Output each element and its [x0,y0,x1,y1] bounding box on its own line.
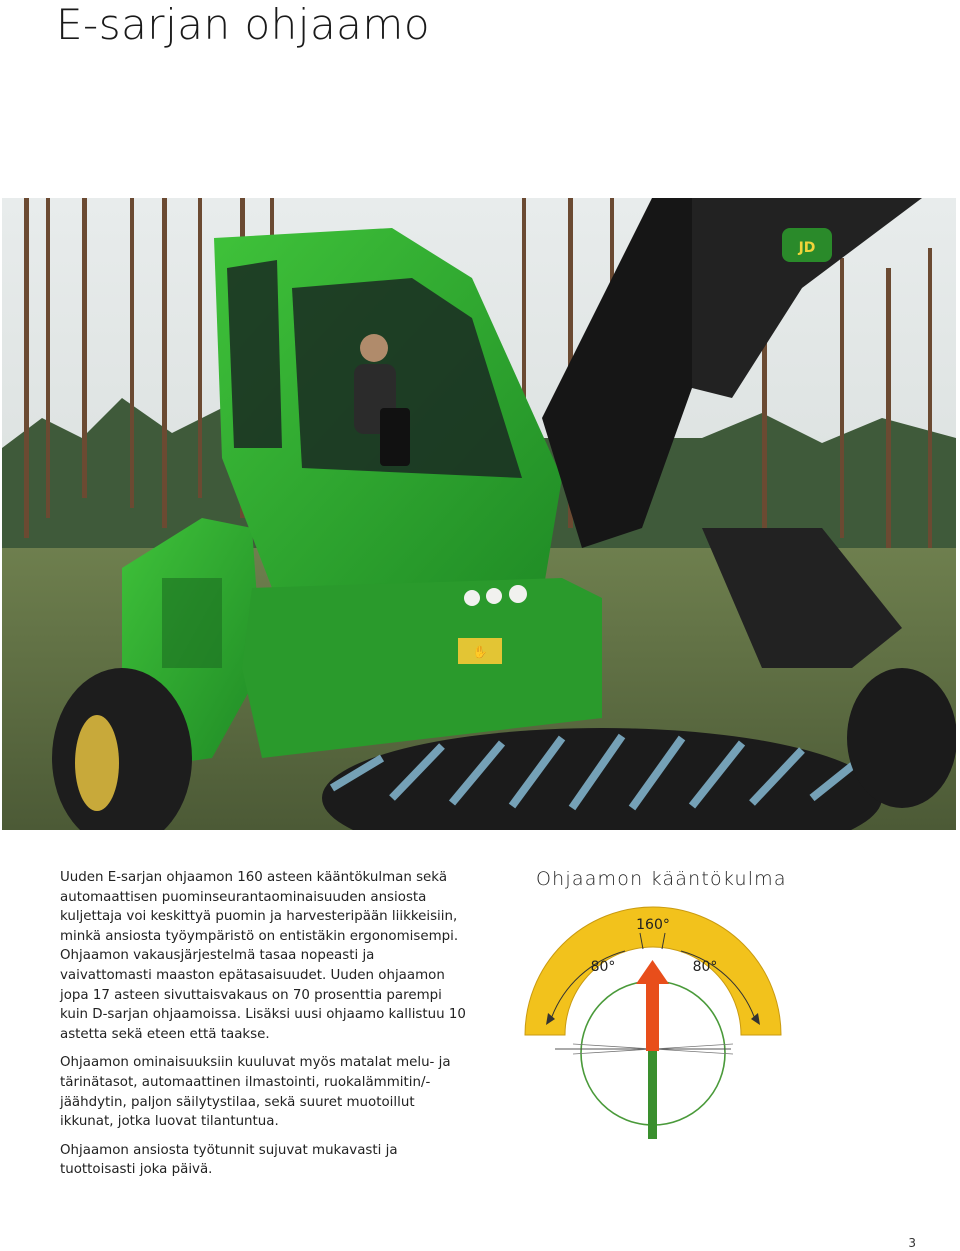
label-left-angle: 80° [590,959,616,975]
rear-bar [648,1049,657,1139]
body-text [60,868,470,1189]
label-total-angle: 160° [636,917,670,933]
page-title: E-sarjan ohjaamo [56,0,431,49]
warning-decal-sign: ✋ [472,645,488,659]
label-right-angle: 80° [692,959,718,975]
forward-arrow-shaft [646,981,659,1051]
paragraph-rotation: Uuden E-sarjan ohjaamon 160 asteen kääntökulman sekä automaattisen puominseurantaominaisuuden ansiosta kuljettaja voi keskittyä puomin ja harvesteripään liikkeisiin, minkä ansiosta työympäristö on entistäkin ergonomisempi. Ohjaamon vakausjärjestelmä tasaa nopeasti ja vaivattomasti maaston epätasaisuudet. Uuden ohjaamon jopa 17 asteen sivuttaisvakaus on 70 prosenttia parempi kuin D-sarjan ohjaamoissa. Lisäksi uusi ohjaamo kallistuu 10 astetta sekä eteen että taakse. [60,870,466,1042]
page-number: 3 [908,1236,916,1250]
harvester-illustration [2,198,956,830]
forward-arrow-head [636,960,669,984]
paragraph-summary: Ohjaamon ansiosta työtunnit sujuvat mukavasti ja tuottoisasti joka päivä. [60,1142,398,1178]
paragraph-features: Ohjaamon ominaisuuksiin kuuluvat myös matalat melu- ja tärinätasot, automaattinen ilmastointi, ruokalämmitin/-jäähdytin, paljon säilytystilaa, sekä suuret muotoillut ikkunat, jotka luovat tilantuntua. [60,1055,451,1130]
diagram-title: Ohjaamon kääntökulma [536,868,787,890]
brand-decal: JD [798,240,816,256]
cab-rotation-diagram [515,905,795,1145]
harvester-cab-photo [2,198,956,830]
